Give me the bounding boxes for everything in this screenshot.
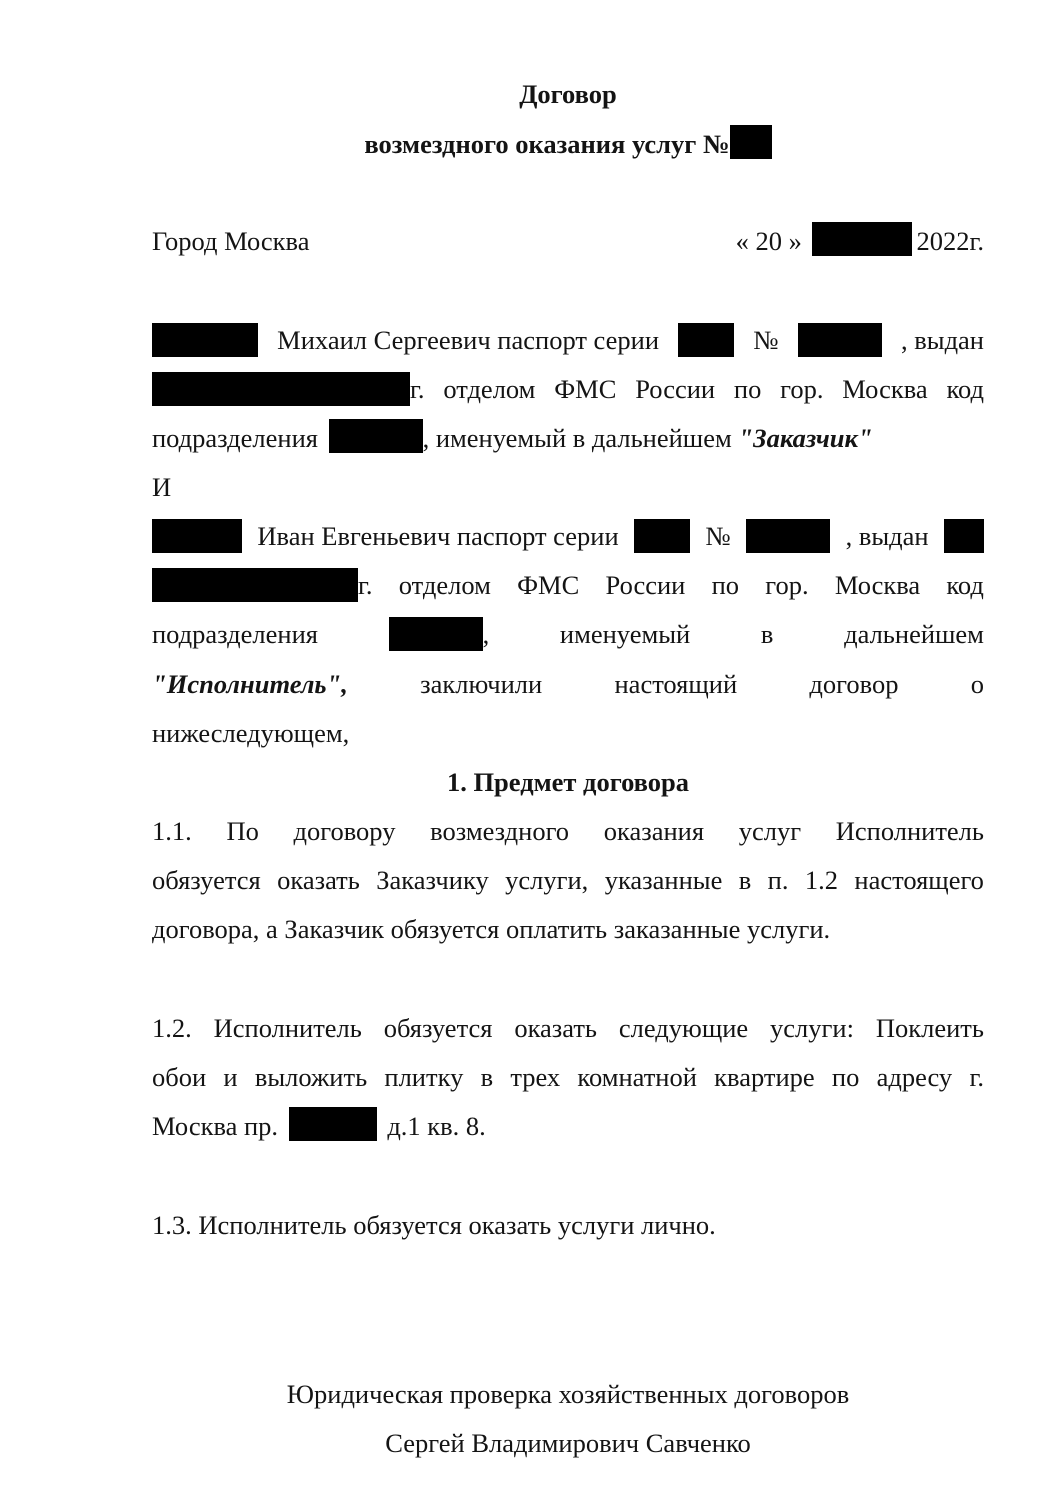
party2-name: Иван Евгеньевич паспорт серии bbox=[257, 521, 619, 551]
word: выложить bbox=[254, 1062, 368, 1092]
word: настоящего bbox=[854, 865, 984, 895]
date bbox=[736, 221, 984, 261]
word: код bbox=[946, 570, 984, 600]
section1-heading: 1. Предмет договора bbox=[446, 767, 690, 797]
word: договору bbox=[293, 816, 396, 846]
party2-line3 bbox=[152, 614, 984, 654]
party2-line4 bbox=[152, 664, 984, 704]
word: в bbox=[738, 865, 752, 895]
word: По bbox=[226, 816, 259, 846]
word: по bbox=[831, 1062, 860, 1092]
word: услуг bbox=[738, 816, 802, 846]
word: 1.1. bbox=[152, 816, 192, 846]
footer-line1: Юридическая проверка хозяйственных договоров bbox=[286, 1379, 850, 1409]
party1-line1 bbox=[152, 320, 984, 360]
word: трех bbox=[510, 1062, 561, 1092]
word: оказать bbox=[277, 865, 360, 895]
customer-role: "Заказчик" bbox=[738, 423, 873, 453]
word: г. bbox=[969, 1062, 984, 1092]
number-sign: № bbox=[705, 521, 731, 551]
address-end: д.1 кв. 8. bbox=[387, 1111, 486, 1141]
redacted-surname bbox=[152, 323, 258, 357]
word: в bbox=[480, 1062, 494, 1092]
word: указанные bbox=[604, 865, 723, 895]
party1-referred: , именуемый в дальнейшем bbox=[422, 423, 732, 453]
clause-1-3: 1.3. Исполнитель обязуется оказать услуги лично. bbox=[152, 1210, 716, 1240]
party1-issued: , выдан bbox=[901, 325, 984, 355]
word: 1.2 bbox=[804, 865, 839, 895]
word: заключили bbox=[420, 669, 543, 699]
word: договор bbox=[809, 669, 899, 699]
word: адресу bbox=[876, 1062, 953, 1092]
city: Город Москва bbox=[152, 226, 310, 256]
redacted-passport-series bbox=[634, 519, 690, 553]
clause-1-1-line1 bbox=[152, 811, 984, 851]
redacted-date-month bbox=[812, 222, 912, 256]
word: Исполнитель bbox=[835, 816, 984, 846]
word: России bbox=[635, 374, 716, 404]
word: код bbox=[946, 374, 984, 404]
word: обязуется bbox=[152, 865, 261, 895]
word: Исполнитель bbox=[213, 1013, 362, 1043]
redacted-street bbox=[289, 1107, 377, 1141]
redacted-contract-number bbox=[730, 125, 772, 159]
redacted-passport-number bbox=[798, 323, 882, 357]
word: отделом bbox=[443, 374, 536, 404]
place-date-line bbox=[152, 221, 984, 261]
clause-1-2-line2 bbox=[152, 1057, 984, 1097]
word: гор. bbox=[765, 570, 809, 600]
redacted-surname bbox=[152, 519, 242, 553]
word: обои bbox=[152, 1062, 207, 1092]
word: именуемый bbox=[559, 619, 691, 649]
word: плитку bbox=[384, 1062, 464, 1092]
word: оказания bbox=[603, 816, 705, 846]
contractor-role: "Исполнитель", bbox=[152, 669, 348, 699]
subtitle-text: возмездного оказания услуг № bbox=[364, 129, 730, 159]
word: оказать bbox=[514, 1013, 598, 1043]
party1-name: Михаил Сергеевич паспорт серии bbox=[277, 325, 660, 355]
document-title: Договор bbox=[519, 79, 617, 109]
address-start: Москва пр. bbox=[152, 1111, 279, 1141]
word: Поклеить bbox=[875, 1013, 984, 1043]
word: п. bbox=[767, 865, 789, 895]
redacted-passport-number bbox=[746, 519, 830, 553]
party2-line1 bbox=[152, 516, 984, 556]
document-subtitle bbox=[152, 124, 984, 164]
clause-1-1-line3: договора, а Заказчик обязуется оплатить заказанные услуги. bbox=[152, 914, 831, 944]
clause-1-2-line3 bbox=[152, 1106, 984, 1146]
word: по bbox=[711, 570, 740, 600]
party2-division-code bbox=[389, 614, 490, 654]
conjunction: И bbox=[152, 472, 172, 502]
word: ФМС bbox=[554, 374, 617, 404]
word: услуги: bbox=[770, 1013, 854, 1043]
word: следующие bbox=[618, 1013, 749, 1043]
party1-issue-date bbox=[152, 369, 425, 409]
party2-issued: , выдан bbox=[845, 521, 929, 551]
date-year: 2022г. bbox=[916, 226, 984, 256]
word: ФМС bbox=[517, 570, 580, 600]
party2-ending: нижеследующем, bbox=[152, 718, 350, 748]
clause-1-1-line2 bbox=[152, 860, 984, 900]
division-label: подразделения bbox=[152, 619, 318, 649]
redacted-issue-date bbox=[152, 372, 410, 406]
word: комнатной bbox=[577, 1062, 697, 1092]
redacted-issue-day bbox=[944, 519, 984, 553]
word: дальнейшем bbox=[844, 619, 984, 649]
redacted-division-code bbox=[389, 617, 483, 651]
footer-line2: Сергей Владимирович Савченко bbox=[385, 1428, 751, 1458]
party1-line3 bbox=[152, 418, 984, 458]
number-sign: № bbox=[753, 325, 779, 355]
word: по bbox=[733, 374, 762, 404]
party2-line2 bbox=[152, 565, 984, 605]
word: услуги, bbox=[505, 865, 589, 895]
word: Москва bbox=[834, 570, 921, 600]
word: отделом bbox=[398, 570, 491, 600]
redacted-issue-date bbox=[152, 568, 358, 602]
redacted-division-code bbox=[329, 419, 423, 453]
party1-line2 bbox=[152, 369, 984, 409]
word: и bbox=[223, 1062, 238, 1092]
date-day: « 20 » bbox=[735, 226, 802, 256]
party2-issue-date bbox=[152, 565, 373, 605]
word: Заказчику bbox=[376, 865, 489, 895]
word: квартире bbox=[714, 1062, 815, 1092]
word: возмездного bbox=[430, 816, 570, 846]
word: в bbox=[760, 619, 774, 649]
word: , bbox=[482, 619, 490, 649]
word: обязуется bbox=[383, 1013, 493, 1043]
word: настоящий bbox=[614, 669, 738, 699]
redacted-passport-series bbox=[678, 323, 734, 357]
word: г. bbox=[358, 570, 373, 600]
division-label: подразделения bbox=[152, 423, 318, 453]
clause-1-2-line1 bbox=[152, 1008, 984, 1048]
word: 1.2. bbox=[152, 1013, 192, 1043]
word: гор. bbox=[780, 374, 824, 404]
word: о bbox=[970, 669, 984, 699]
word: Москва bbox=[842, 374, 928, 404]
word: России bbox=[605, 570, 686, 600]
word: г. bbox=[410, 374, 425, 404]
